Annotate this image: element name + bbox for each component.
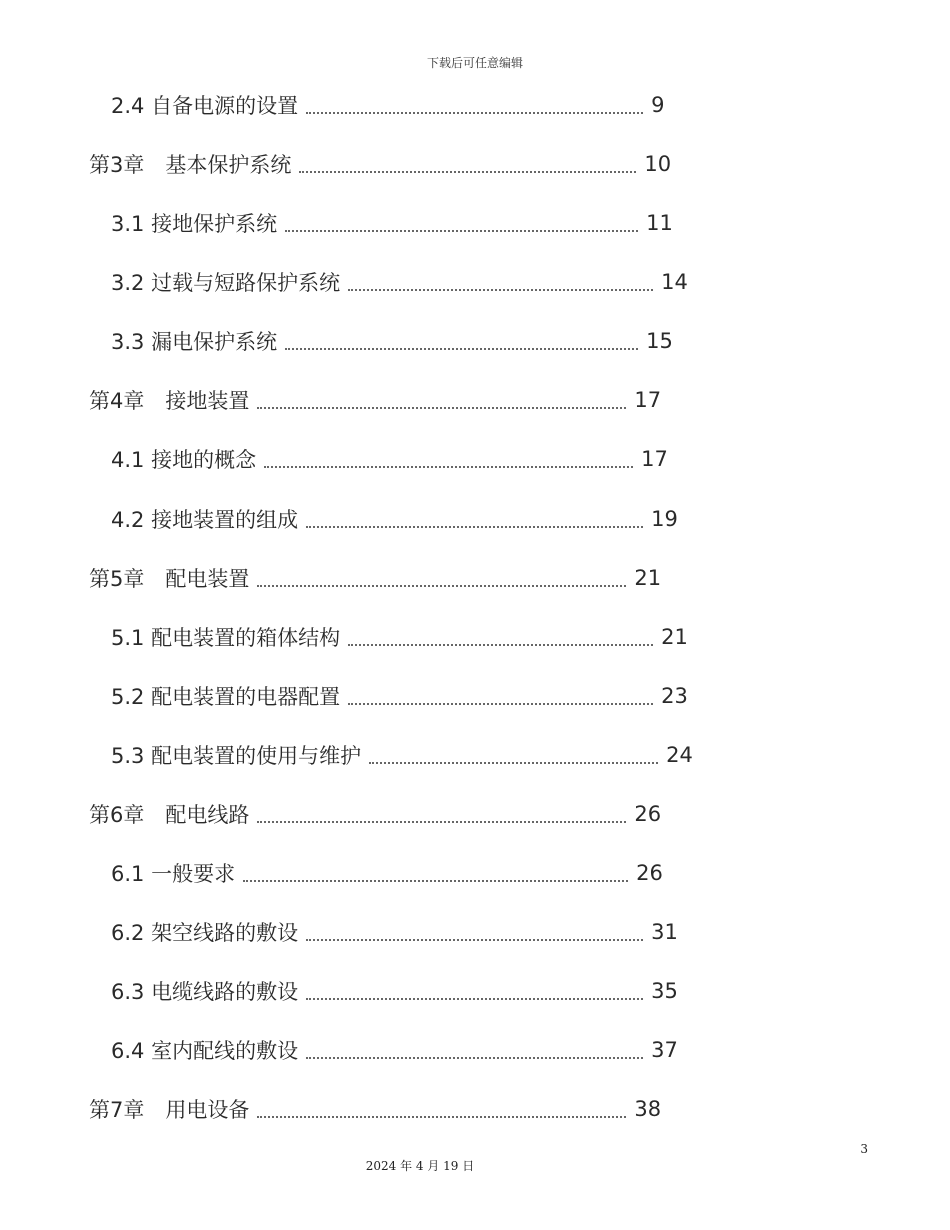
toc-dot-leader [348,636,653,646]
toc-entry-page: 26 [634,802,662,826]
toc-entry-page: 23 [661,684,688,708]
toc-entry[interactable] [111,857,663,889]
toc-dot-leader [257,577,626,587]
toc-entry-label: 6.2 架空线路的敷设 [111,921,299,945]
toc-entry-page: 35 [651,979,678,1003]
toc-entry-page: 37 [651,1038,678,1062]
toc-entry-label: 5.1 配电装置的箱体结构 [111,626,341,650]
toc-entry-label: 4.2 接地装置的组成 [111,508,299,532]
toc-dot-leader [257,813,626,823]
toc-dot-leader [306,1049,643,1059]
toc-entry[interactable] [89,384,661,416]
toc-entry[interactable] [111,975,678,1007]
toc-entry-label: 2.4 自备电源的设置 [111,94,299,118]
toc-entry-page: 15 [646,329,673,353]
toc-entry-page: 9 [651,93,665,117]
toc-entry-page: 17 [634,388,662,412]
toc-entry-label: 第3章 基本保护系统 [89,153,292,177]
toc-dot-leader [299,163,636,173]
footer-date: 2024 年 4 月 19 日 [365,1159,475,1173]
toc-entry[interactable] [111,325,673,357]
toc-entry[interactable] [89,562,661,594]
toc-entry[interactable] [111,266,688,298]
toc-dot-leader [306,990,643,1000]
toc-entry-label: 第4章 接地装置 [89,389,250,413]
toc-entry[interactable] [111,503,678,535]
toc-entry[interactable] [111,1034,678,1066]
toc-entry-page: 38 [634,1097,662,1121]
toc-dot-leader [285,222,638,232]
toc-entry-page: 11 [646,211,673,235]
toc-entry[interactable] [111,207,673,239]
toc-entry-page: 17 [641,447,668,471]
toc-entry-page: 31 [651,920,678,944]
toc-entry[interactable] [111,621,688,653]
toc-entry-label: 5.2 配电装置的电器配置 [111,685,341,709]
page-number: 3 [860,1142,868,1156]
toc-entry-label: 3.1 接地保护系统 [111,212,278,236]
toc-dot-leader [348,695,653,705]
toc-entry[interactable] [111,739,693,771]
toc-dot-leader [369,754,658,764]
toc-entry[interactable] [111,89,664,121]
page-header: 下载后可任意编辑 [426,56,523,70]
toc-dot-leader [257,399,626,409]
toc-entry-label: 6.3 电缆线路的敷设 [111,980,299,1004]
toc-entry-label: 4.1 接地的概念 [111,448,257,472]
toc-entry-label: 5.3 配电装置的使用与维护 [111,744,362,768]
toc-entry[interactable] [89,148,671,180]
toc-entry-label: 6.1 一般要求 [111,862,236,886]
toc-dot-leader [306,518,643,528]
toc-entry[interactable] [89,798,661,830]
toc-dot-leader [264,458,633,468]
toc-entry-label: 3.3 漏电保护系统 [111,330,278,354]
toc-entry-label: 第5章 配电装置 [89,567,250,591]
toc-entry[interactable] [111,443,668,475]
toc-dot-leader [257,1108,626,1118]
toc-entry-page: 10 [644,152,672,176]
toc-entry-page: 24 [666,743,693,767]
toc-entry-label: 6.4 室内配线的敷设 [111,1039,299,1063]
toc-entry[interactable] [89,1093,661,1125]
toc-entry-page: 21 [661,625,688,649]
toc-dot-leader [348,281,653,291]
toc-entry-page: 19 [651,507,678,531]
toc-dot-leader [306,104,643,114]
toc-entry-label: 3.2 过载与短路保护系统 [111,271,341,295]
toc-dot-leader [285,340,638,350]
toc-entry[interactable] [111,680,688,712]
toc-entry-label: 第6章 配电线路 [89,803,250,827]
toc-dot-leader [306,931,643,941]
toc-entry[interactable] [111,916,678,948]
toc-dot-leader [243,872,628,882]
toc-entry-page: 26 [636,861,663,885]
toc-entry-label: 第7章 用电设备 [89,1098,250,1122]
toc-entry-page: 14 [661,270,688,294]
toc-entry-page: 21 [634,566,662,590]
